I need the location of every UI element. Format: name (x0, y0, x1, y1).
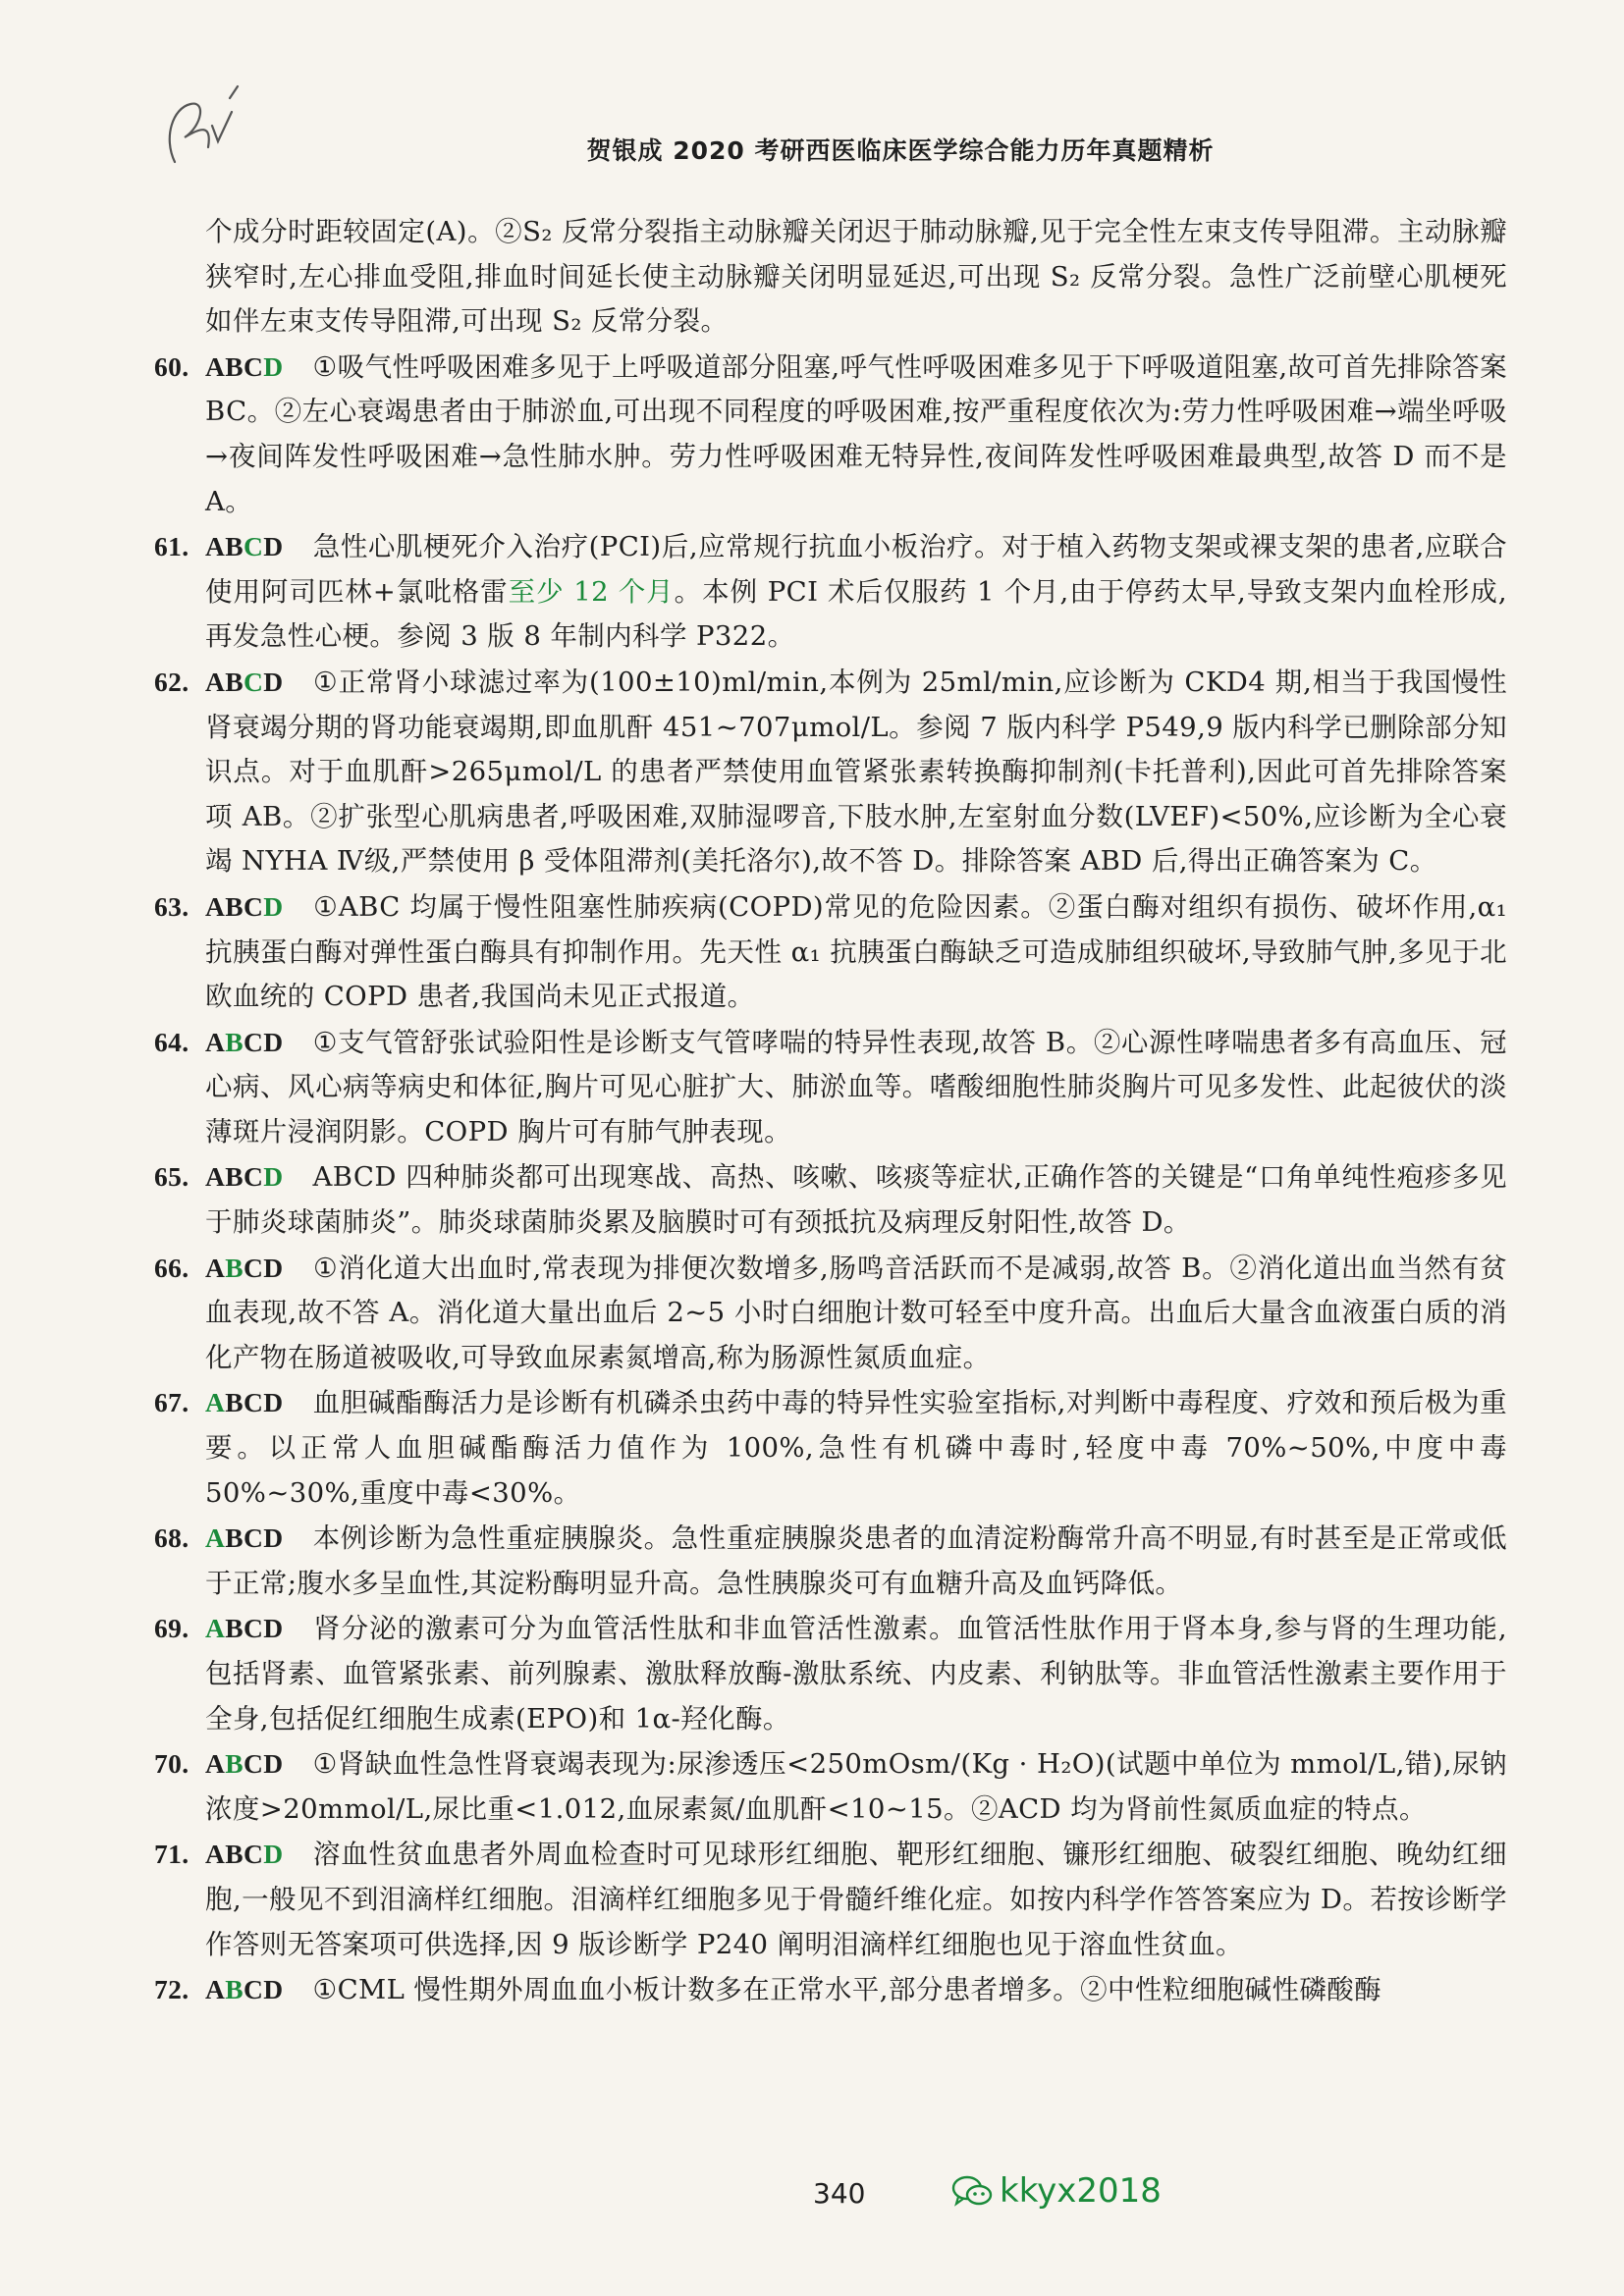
explanation-text: 本例诊断为急性重症胰腺炎。急性重症胰腺炎患者的血清淀粉酶常升高不明显,有时甚至是正常或低于正常;腹水多呈血性,其淀粉酶明显升高。急性胰腺炎可有血糖升高及血钙降低。 (205, 1522, 1507, 1599)
explanation-text: ①正常肾小球滤过率为(100±10)ml/min,本例为 25ml/min,应诊断为 CKD4 期,相当于我国慢性肾衰竭分期的肾功能衰竭期,即血肌酐 451~707μmol/L。参阅 7 版内科学 P549,9 版内科学已删除部分知识点。对于血肌酐>265μmol/L 的患者严禁使用血管紧张素转换酶抑制剂(卡托普利),因此可首先排除答案项 AB。②扩张型心肌病患者,呼吸困难,双肺湿啰音,下肢水肿,左室射血分数(LVEF)<50%,应诊断为全心衰竭 NYHA Ⅳ级,严禁使用 β 受体阻滞剂(美托洛尔),故不答 D。排除答案 ABD 后,得出正确答案为 C。 (205, 666, 1507, 878)
correct-answer: B (225, 1252, 244, 1283)
answer-item-71 (154, 1832, 1507, 1967)
answer-options: ABCD (205, 890, 284, 922)
question-number: 63. (154, 890, 189, 922)
answer-options: ABCD (205, 1748, 284, 1780)
question-number: 68. (154, 1522, 189, 1554)
answer-item-63 (154, 884, 1507, 1020)
answer-options: ABCD (205, 1613, 284, 1644)
highlighted-text: 至少 12 个月 (508, 575, 675, 608)
answer-item-67 (154, 1380, 1507, 1516)
question-number: 71. (154, 1839, 189, 1870)
answer-item-68 (154, 1516, 1507, 1606)
explanation-text-cont: 。本例 PCI 术后仅服药 1 个月,由于停药太早,导致支架内血栓形成,再发急性心梗。参阅 3 版 8 年制内科学 P322。 (205, 575, 1507, 653)
question-number: 60. (154, 350, 189, 382)
answer-item-69 (154, 1606, 1507, 1741)
answer-options: ABCD (205, 1161, 284, 1193)
wechat-icon (950, 2173, 994, 2209)
answer-options: ABCD (205, 666, 284, 697)
watermark (950, 2171, 1162, 2211)
correct-answer: D (263, 890, 284, 922)
correct-answer: D (263, 350, 284, 382)
explanation-text: ①支气管舒张试验阳性是诊断支气管哮喘的特异性表现,故答 B。②心源性哮喘患者多有高血压、冠心病、风心病等病史和体征,胸片可见心脏扩大、肺淤血等。嗜酸细胞性肺炎胸片可见多发性、此起彼伏的淡薄斑片浸润阴影。COPD 胸片可有肺气肿表现。 (205, 1026, 1507, 1148)
explanation-text: ①消化道大出血时,常表现为排便次数增多,肠鸣音活跃而不是减弱,故答 B。②消化道出血当然有贫血表现,故不答 A。消化道大量出血后 2~5 小时白细胞计数可轻至中度升高。出血后大量含血液蛋白质的消化产物在肠道被吸收,可导致血尿素氮增高,称为肠源性氮质血症。 (205, 1252, 1507, 1373)
page-number: 340 (813, 2177, 866, 2210)
explanation-text: ①吸气性呼吸困难多见于上呼吸道部分阻塞,呼气性呼吸困难多见于下呼吸道阻塞,故可首先排除答案 BC。②左心衰竭患者由于肺淤血,可出现不同程度的呼吸困难,按严重程度依次为:劳力性呼吸困难→端坐呼吸→夜间阵发性呼吸困难→急性肺水肿。劳力性呼吸困难无特异性,夜间阵发性呼吸困难最典型,故答 D 而不是 A。 (205, 350, 1507, 517)
question-number: 64. (154, 1026, 189, 1057)
explanation-text: ①CML 慢性期外周血血小板计数多在正常水平,部分患者增多。②中性粒细胞碱性磷酸酶 (312, 1974, 1382, 2006)
explanation-text: 肾分泌的激素可分为血管活性肽和非血管活性激素。血管活性肽作用于肾本身,参与肾的生理功能,包括肾素、血管紧张素、前列腺素、激肽释放酶-激肽系统、内皮素、利钠肽等。非血管活性激素主要作用于全身,包括促红细胞生成素(EPO)和 1α-羟化酶。 (205, 1613, 1507, 1735)
explanation-text: 急性心肌梗死介入治疗(PCI)后,应常规行抗血小板治疗。对于植入药物支架或裸支架的患者,应联合使用阿司匹林+氯吡格雷 (205, 531, 1507, 608)
question-number: 62. (154, 666, 189, 697)
answer-item-62 (154, 660, 1507, 884)
explanation-text: ABCD 四种肺炎都可出现寒战、高热、咳嗽、咳痰等症状,正确作答的关键是“口角单纯性疱疹多见于肺炎球菌肺炎”。肺炎球菌肺炎累及脑膜时可有颈抵抗及病理反射阳性,故答 D。 (205, 1161, 1507, 1239)
intro-paragraph: 个成分时距较固定(A)。②S₂ 反常分裂指主动脉瓣关闭迟于肺动脉瓣,见于完全性左束支传导阻滞。主动脉瓣狭窄时,左心排血受阻,排血时间延长使主动脉瓣关闭明显延迟,可出现 S₂ 反常分裂。急性广泛前壁心肌梗死如伴左束支传导阻滞,可出现 S₂ 反常分裂。 (205, 216, 1507, 338)
explanation-text: ①ABC 均属于慢性阻塞性肺疾病(COPD)常见的危险因素。②蛋白酶对组织有损伤、破坏作用,α₁ 抗胰蛋白酶对弹性蛋白酶具有抑制作用。先天性 α₁ 抗胰蛋白酶缺乏可造成肺组织破坏,导致肺气肿,多见于北欧血统的 COPD 患者,我国尚未见正式报道。 (205, 890, 1507, 1013)
answer-item-65 (154, 1154, 1507, 1245)
answer-options: ABCD (205, 1026, 284, 1057)
question-number: 67. (154, 1387, 189, 1418)
answer-options: ABCD (205, 1974, 284, 2005)
explanation-text: 血胆碱酯酶活力是诊断有机磷杀虫药中毒的特异性实验室指标,对判断中毒程度、疗效和预后极为重要。以正常人血胆碱酯酶活力值作为 100%,急性有机磷中毒时,轻度中毒 70%~50%,中度中毒 50%~30%,重度中毒<30%。 (205, 1387, 1507, 1509)
question-number: 70. (154, 1748, 189, 1780)
correct-answer: D (263, 1161, 284, 1193)
answer-options: ABCD (205, 1522, 284, 1554)
question-number: 72. (154, 1974, 189, 2005)
answer-options: ABCD (205, 1252, 284, 1283)
question-number: 66. (154, 1252, 189, 1283)
question-number: 69. (154, 1613, 189, 1644)
answer-item-66 (154, 1246, 1507, 1381)
answer-options: ABCD (205, 531, 284, 562)
correct-answer: A (205, 1613, 226, 1644)
correct-answer: B (225, 1026, 244, 1057)
correct-answer: A (205, 1387, 226, 1418)
answer-explanations (154, 210, 1507, 2013)
page-header-title: 贺银成 2020 考研西医临床医学综合能力历年真题精析 (586, 136, 1215, 165)
correct-answer: C (244, 666, 264, 697)
correct-answer: A (205, 1522, 226, 1554)
correct-answer: C (244, 531, 264, 562)
answer-item-70 (154, 1741, 1507, 1832)
explanation-text: 溶血性贫血患者外周血检查时可见球形红细胞、靶形红细胞、镰形红细胞、破裂红细胞、晚幼红细胞,一般见不到泪滴样红细胞。泪滴样红细胞多见于骨髓纤维化症。如按内科学作答答案应为 D。若按诊断学作答则无答案项可供选择,因 9 版诊断学 P240 阐明泪滴样红细胞也见于溶血性贫血。 (205, 1839, 1507, 1960)
question-number: 61. (154, 531, 189, 562)
answer-item-64 (154, 1020, 1507, 1155)
question-number: 65. (154, 1161, 189, 1193)
correct-answer: D (263, 1839, 284, 1870)
answer-item-60 (154, 345, 1507, 524)
explanation-text: ①肾缺血性急性肾衰竭表现为:尿渗透压<250mOsm/(Kg · H₂O)(试题中单位为 mmol/L,错),尿钠浓度>20mmol/L,尿比重<1.012,血尿素氮/血肌酐<10~15。②ACD 均为肾前性氮质血症的特点。 (205, 1748, 1507, 1825)
answer-item-61 (154, 524, 1507, 660)
answer-item-72 (154, 1967, 1507, 2013)
correct-answer: B (225, 1748, 244, 1780)
answer-options: ABCD (205, 1839, 284, 1870)
correct-answer: B (225, 1974, 244, 2005)
answer-options: ABCD (205, 350, 284, 382)
watermark-text: kkyx2018 (1000, 2171, 1162, 2211)
answer-options: ABCD (205, 1387, 284, 1418)
